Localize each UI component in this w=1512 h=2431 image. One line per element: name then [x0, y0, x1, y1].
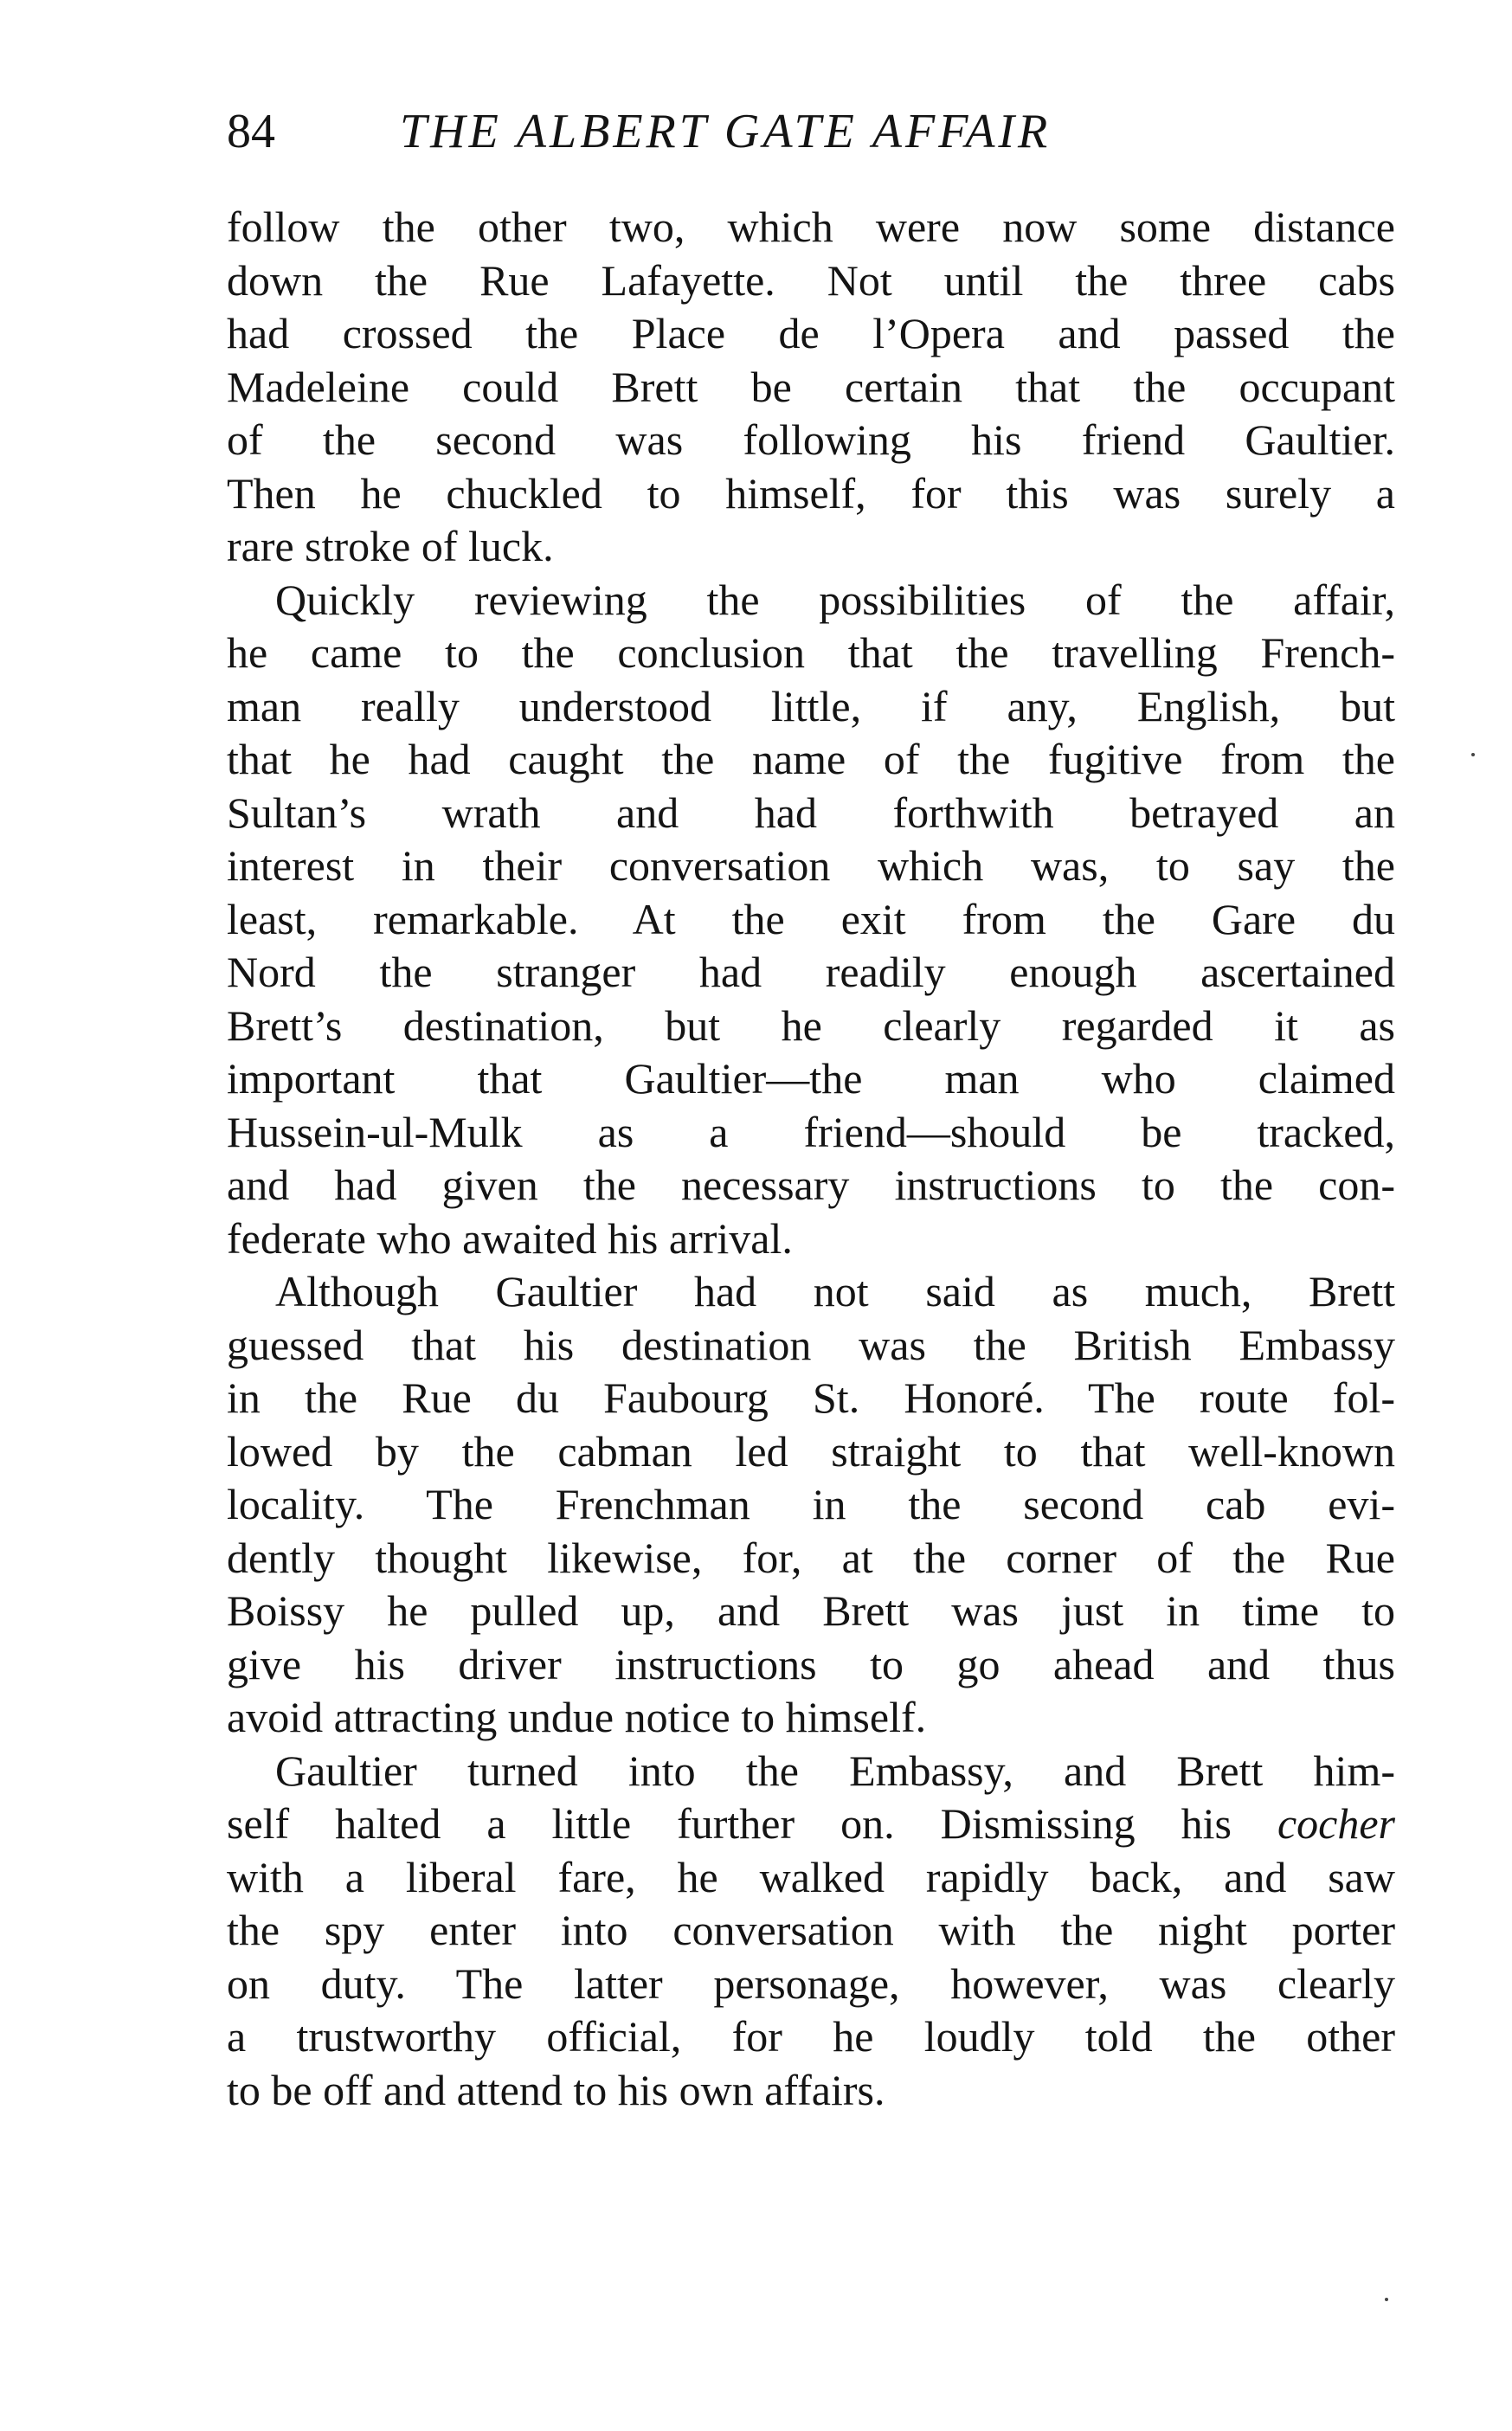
text-line: important that Gaultier—the man who claimed: [227, 1054, 1395, 1103]
text-line: self halted a little further on. Dismissing his cocher: [227, 1799, 1395, 1848]
text-line: and had given the necessary instructions to the con-: [227, 1161, 1395, 1209]
text-line: give his driver instructions to go ahead and thus: [227, 1639, 1395, 1688]
text-line: to be off and attend to his own affairs.: [227, 2065, 885, 2114]
text-line: he came to the conclusion that the travelling French-: [227, 628, 1395, 677]
text-line: dently thought likewise, for, at the corner of the Rue: [227, 1533, 1395, 1582]
text-line: rare stroke of luck.: [227, 522, 554, 570]
paragraph: [227, 574, 1395, 1266]
text-line: had crossed the Place de l’Opera and passed the: [227, 309, 1395, 357]
text-line: Sultan’s wrath and had forthwith betrayed an: [227, 788, 1395, 837]
text-line: man really understood little, if any, English, but: [227, 681, 1395, 730]
text-line: in the Rue du Faubourg St. Honoré. The route fol-: [227, 1373, 1395, 1422]
text-line: follow the other two, which were now some distance: [227, 203, 1395, 251]
text-line: on duty. The latter personage, however, was clearly: [227, 1958, 1395, 2008]
text-line: federate who awaited his arrival.: [227, 1213, 793, 1263]
text-line: Hussein-ul-Mulk as a friend—should be tracked,: [227, 1107, 1395, 1156]
text-line: lowed by the cabman led straight to that well-known: [227, 1426, 1395, 1476]
italic-word: cocher: [1277, 1799, 1395, 1848]
text-line: with a liberal fare, he walked rapidly back, and saw: [227, 1852, 1395, 1901]
text-line: Brett’s destination, but he clearly regarded it as: [227, 1000, 1395, 1050]
body-text: [227, 201, 1395, 2117]
text-line: Madeleine could Brett be certain that the occupant: [227, 362, 1395, 411]
paragraph: [227, 201, 1395, 574]
text-line: interest in their conversation which was, to say the: [227, 841, 1395, 890]
text-line: the spy enter into conversation with the night porter: [227, 1906, 1395, 1954]
paragraph: [227, 1265, 1395, 1745]
paragraph: [227, 1745, 1395, 2118]
running-title: THE ALBERT GATE AFFAIR: [400, 105, 1052, 158]
text-line: Then he chuckled to himself, for this was surely a: [227, 468, 1395, 518]
text-line: Quickly reviewing the possibilities of the affair,: [275, 575, 1395, 624]
text-line: down the Rue Lafayette. Not until the three cabs: [227, 255, 1395, 305]
text-line: locality. The Frenchman in the second cab evi-: [227, 1480, 1395, 1528]
text-line: Gaultier turned into the Embassy, and Brett him-: [275, 1746, 1395, 1795]
text-line: Although Gaultier had not said as much, Brett: [275, 1267, 1395, 1315]
text-line: that he had caught the name of the fugitive from the: [227, 735, 1395, 783]
page-speck: [1385, 2298, 1388, 2301]
text-line: Boissy he pulled up, and Brett was just in time to: [227, 1586, 1395, 1635]
page-speck: [1471, 753, 1475, 756]
text-line: least, remarkable. At the exit from the Gare du: [227, 894, 1395, 943]
text-line: guessed that his destination was the British Embassy: [227, 1320, 1395, 1369]
text-line: of the second was following his friend Gaultier.: [227, 415, 1395, 464]
page-number: 84: [227, 105, 275, 158]
page-header: [227, 97, 1395, 166]
text-line: avoid attracting undue notice to himself.: [227, 1693, 927, 1741]
text-line: a trustworthy official, for he loudly told the other: [227, 2012, 1395, 2061]
text-line: Nord the stranger had readily enough ascertained: [227, 948, 1395, 996]
